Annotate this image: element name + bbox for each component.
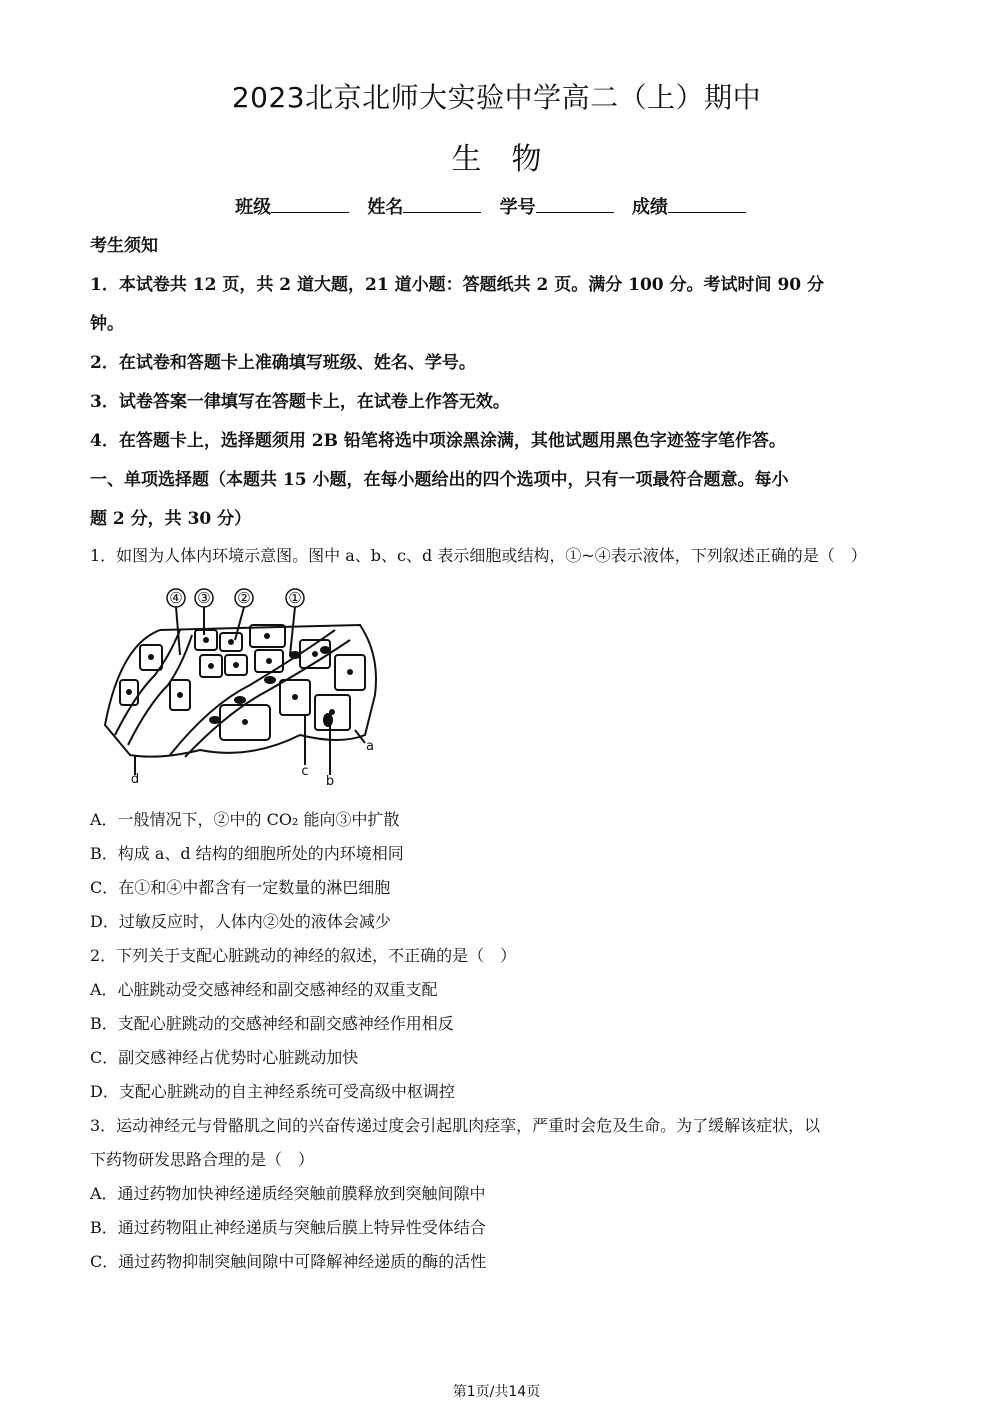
notice-item-3: 3．试卷答案一律填写在答题卡上，在试卷上作答无效。 [90,392,510,412]
field-id-label: 学号 [499,197,536,218]
q2-option-c: C．副交感神经占优势时心脏跳动加快 [90,1048,359,1067]
internal-environment-diagram [100,585,380,785]
fig-label-b: b [325,774,335,785]
fig-label-d: d [130,772,140,785]
fig-label-c: c [301,764,309,779]
fig-label-1: ① [288,589,302,607]
field-name-blank [403,196,481,213]
q2-option-d: D．支配心脏跳动的自主神经系统可受高级中枢调控 [90,1082,455,1101]
q1-option-d: D．过敏反应时，人体内②处的液体会减少 [90,912,391,931]
notice-item-1: 1．本试卷共 12 页，共 2 道大题，21 道小题：答题纸共 2 页。满分 100 分。考试时间 90 分 [90,275,825,295]
section1-heading: 一、单项选择题（本题共 15 小题，在每小题给出的四个选项中，只有一项最符合题意。每小 [90,470,789,490]
notice-item-2: 2．在试卷和答题卡上准确填写班级、姓名、学号。 [90,353,476,373]
field-class-blank [271,196,349,213]
section1-heading-cont: 题 2 分，共 30 分） [90,509,252,529]
q3-option-c: C．通过药物抑制突触间隙中可降解神经递质的酶的活性 [90,1252,487,1271]
q3-option-b: B．通过药物阻止神经递质与突触后膜上特异性受体结合 [90,1218,486,1237]
field-score-blank [668,196,746,213]
fig-label-2: ② [237,589,251,607]
q3-option-a: A．通过药物加快神经递质经突触前膜释放到突触间隙中 [90,1184,486,1203]
q1-option-c: C．在①和④中都含有一定数量的淋巴细胞 [90,878,391,897]
exam-title: 2023北京北师大实验中学高二（上）期中 [231,81,762,114]
fig-label-4: ④ [169,589,183,607]
fig-label-a: a [366,739,374,754]
notice-item-1-cont: 钟。 [90,314,124,334]
student-info-fields [0,193,993,219]
notice-heading: 考生须知 [90,236,158,256]
q3-stem: 3．运动神经元与骨骼肌之间的兴奋传递过度会引起肌肉痉挛，严重时会危及生命。为了缓解该症状，以 [90,1116,821,1135]
field-id-blank [536,196,614,213]
page-number: 第1页/共14页 [452,1384,541,1400]
field-name-label: 姓名 [367,197,404,218]
q3-stem-cont: 下药物研发思路合理的是（ ） [90,1150,315,1169]
q2-option-a: A．心脏跳动受交感神经和副交感神经的双重支配 [90,980,438,999]
q1-option-b: B．构成 a、d 结构的细胞所处的内环境相同 [90,844,404,863]
q2-stem: 2．下列关于支配心脏跳动的神经的叙述，不正确的是（ ） [90,946,517,965]
subject-title: 生 物 [451,142,542,177]
q1-option-a: A．一般情况下，②中的 CO₂ 能向③中扩散 [90,810,400,829]
fig-label-3: ③ [197,589,211,607]
q1-stem: 1．如图为人体内环境示意图。图中 a、b、c、d 表示细胞或结构，①~④表示液体，下列叙述正确的是（ ） [90,546,867,565]
notice-item-4: 4．在答题卡上，选择题须用 2B 铅笔将选中项涂黑涂满，其他试题用黑色字迹签字笔作答。 [90,431,786,451]
field-score-label: 成绩 [631,197,668,218]
q2-option-b: B．支配心脏跳动的交感神经和副交感神经作用相反 [90,1014,454,1033]
field-class-label: 班级 [235,197,272,218]
